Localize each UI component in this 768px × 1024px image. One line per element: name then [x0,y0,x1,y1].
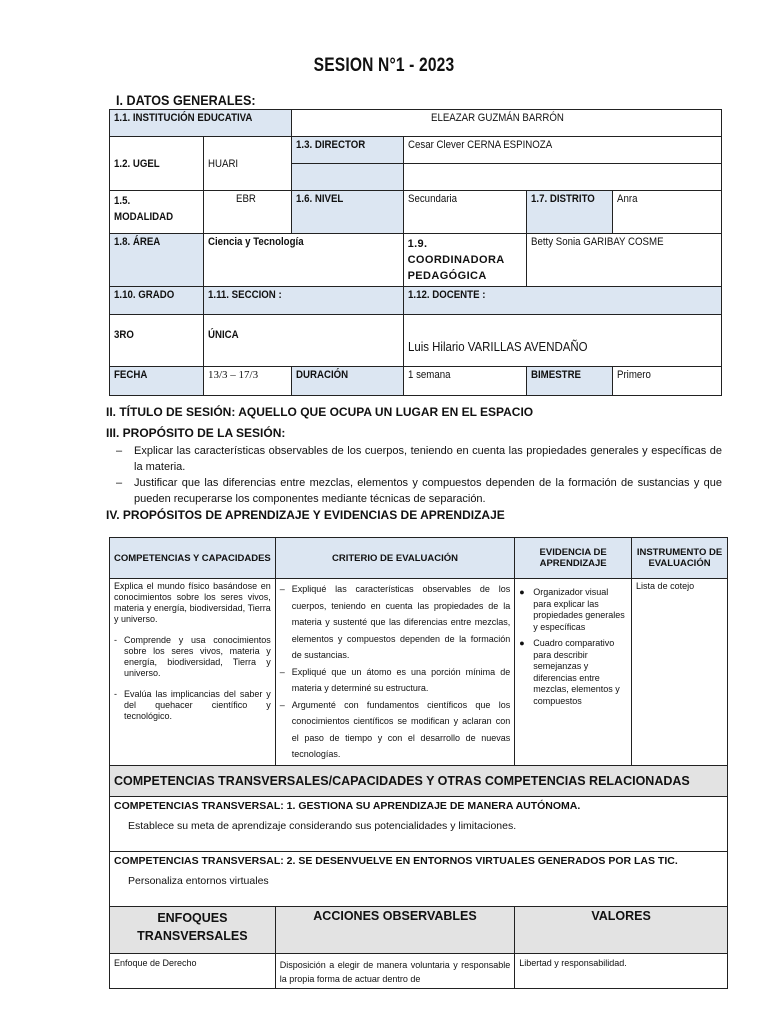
header-enfoques: ENFOQUES TRANSVERSALES [110,906,276,953]
proposito-item: – Justificar que las diferencias entre mezclas, elementos y compuestos dependen de la formación de sustancias y que pueden recuperarse los componentes mediante técnicas de separación. [116,477,722,505]
distrito-label: 1.7. DISTRITO [527,191,613,234]
section-datos-generales: I. DATOS GENERALES: [116,92,256,108]
competencias-table [109,537,728,989]
competencia-transversal-1 [110,796,728,851]
coordinadora-value: Betty Sonia GARIBAY COSME [527,234,722,287]
header-competencias: COMPETENCIAS Y CAPACIDADES [110,538,276,579]
nivel-label: 1.6. NIVEL [291,191,403,234]
proposito-item: – Explicar las características observables de los cuerpos, teniendo en cuenta las propiedades generales y específicas de la materia. [116,445,722,473]
ct1-item: Establece su meta de aprendizaje considerando sus potencialidades y limitaciones. [128,819,517,832]
header-acciones: ACCIONES OBSERVABLES [275,906,514,953]
docente-value: Luis Hilario VARILLAS AVENDAÑO [403,315,721,367]
section-titulo-sesion: II. TÍTULO DE SESIÓN: AQUELLO QUE OCUPA UN LUGAR EN EL ESPACIO [106,405,534,419]
header-evidencia: EVIDENCIA DE APRENDIZAJE [515,538,632,579]
evidencia-item: ● Organizador visual para explicar las propiedades generales y específicas [519,587,625,632]
header-criterio: CRITERIO DE EVALUACIÓN [275,538,514,579]
evidencia-item: ● Cuadro comparativo para describir semejanzas y diferencias entre mezclas, elementos y compuestos [519,638,620,706]
director-empty-value [403,164,721,191]
transversales-title: COMPETENCIAS TRANSVERSALES/CAPACIDADES Y OTRAS COMPETENCIAS RELACIONADAS [110,765,728,796]
bimestre-label: BIMESTRE [527,367,613,396]
bimestre-value: Primero [613,367,722,396]
ugel-value: HUARI [203,137,291,191]
accion-cell: Disposición a elegir de manera voluntaria y responsable la propia forma de actuar dentro de [275,953,514,988]
datos-generales-table [109,109,722,396]
institucion-label: 1.1. INSTITUCIÓN EDUCATIVA [110,110,292,137]
criterio-item: – Expliqué que un átomo es una porción mínima de materia y determiné su estructura. [279,666,511,693]
seccion-value: ÚNICA [203,315,403,367]
director-label: 1.3. DIRECTOR [291,137,403,164]
duracion-label: DURACIÓN [291,367,403,396]
ct1-title: COMPETENCIAS TRANSVERSAL: 1. GESTIONA SU APRENDIZAJE DE MANERA AUTÓNOMA. [114,799,581,812]
header-instrumento: INSTRUMENTO DE EVALUACIÓN [632,538,728,579]
distrito-value: Anra [613,191,722,234]
ct2-title: COMPETENCIAS TRANSVERSAL: 2. SE DESENVUELVE EN ENTORNOS VIRTUALES GENERADOS POR LAS TIC. [114,854,678,867]
competencias-cell [110,579,276,766]
director-value: Cesar Clever CERNA ESPINOZA [403,137,721,164]
capacidad-item: - Evalúa las implicancias del saber y del quehacer científico y tecnológico. [114,689,271,721]
modalidad-label: 1.5. MODALIDAD [110,191,204,234]
criterio-item: – Expliqué las características observables de los cuerpos, teniendo en cuenta las propiedades de la materia y sustenté que las diferencias entre mezclas, elementos y compuestos dependen de la formación de sustancias. [279,584,511,660]
proposito-list [116,443,722,507]
ugel-label: 1.2. UGEL [110,137,204,191]
director-empty [291,164,403,191]
institucion-value: ELEAZAR GUZMÁN BARRÓN [291,110,721,137]
section-propositos-aprendizaje: IV. PROPÓSITOS DE APRENDIZAJE Y EVIDENCIAS DE APRENDIZAJE [106,508,505,522]
modalidad-value: EBR [203,191,291,234]
duracion-value: 1 semana [403,367,527,396]
enfoque-cell: Enfoque de Derecho [110,953,276,988]
session-title: SESION N°1 - 2023 [313,55,455,76]
instrumento-cell: Lista de cotejo [632,579,728,766]
ct2-item: Personaliza entornos virtuales [128,874,269,887]
capacidad-item: - Comprende y usa conocimientos sobre los seres vivos, materia y energía, biodiversidad, Tierra y universo. [114,635,271,678]
nivel-value: Secundaria [403,191,527,234]
competencia-transversal-2 [110,851,728,906]
section-proposito: III. PROPÓSITO DE LA SESIÓN: [106,426,286,440]
valor-cell: Libertad y responsabilidad. [515,953,728,988]
area-value: Ciencia y Tecnología [203,234,403,287]
header-valores: VALORES [515,906,728,953]
criterio-item: – Argumenté con fundamentos científicos que los conocimientos científicos se modifican y aclaran con el paso de tiempo y con el desarrollo de nuevas tecnologías. [279,699,511,759]
grado-label: 1.10. GRADO [110,287,204,315]
seccion-label: 1.11. SECCION : [203,287,403,315]
docente-label: 1.12. DOCENTE : [403,287,721,315]
criterio-cell [275,579,514,766]
coordinadora-label: 1.9. COORDINADORA PEDAGÓGICA [403,234,527,287]
competencia-main: Explica el mundo físico basándose en conocimientos sobre los seres vivos, materia y energía, biodiversidad, Tierra y universo. [114,581,271,624]
evidencia-cell [515,579,632,766]
fecha-label: FECHA [110,367,204,396]
area-label: 1.8. ÁREA [110,234,204,287]
fecha-value: 13/3 – 17/3 [203,367,291,396]
grado-value: 3RO [110,315,204,367]
